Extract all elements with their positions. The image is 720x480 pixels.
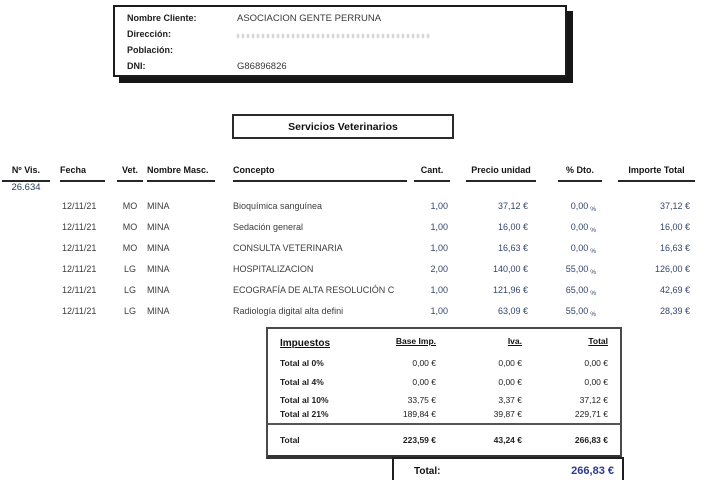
cell-masc: MINA	[147, 264, 170, 274]
cell-vet: MO	[122, 243, 138, 253]
cell-dto: 55,00 $_{\%}$	[565, 264, 596, 276]
tax-row-4pct	[268, 377, 620, 391]
cell-vet: LG	[123, 264, 136, 274]
tax-total-iva: 43,24 €	[493, 435, 522, 445]
tax-iva-value: 3,37 €	[498, 395, 522, 405]
cell-vet: LG	[123, 306, 136, 316]
taxes-header-iva: Iva.	[507, 336, 522, 346]
cell-concepto: Bioquímica sanguínea	[233, 201, 323, 211]
percent-sign: %	[590, 248, 596, 255]
col-header-importe: Importe Total	[618, 165, 695, 182]
table-row	[0, 238, 720, 259]
cell-masc: MINA	[147, 243, 170, 253]
table-row	[0, 301, 720, 322]
client-name-label: Nombre Cliente:	[127, 13, 197, 23]
client-dni-row	[115, 61, 565, 75]
cell-importe: 126,00 €	[654, 264, 690, 274]
tax-base-value: 189,84 €	[402, 409, 436, 419]
section-title-box	[232, 114, 454, 139]
tax-iva-value: 0,00 €	[498, 358, 522, 368]
cell-concepto: CONSULTA VETERINARIA	[233, 243, 343, 253]
cell-fecha: 12/11/21	[62, 306, 97, 316]
client-address-row	[115, 29, 565, 43]
tax-total-value: 229,71 €	[574, 409, 608, 419]
tax-row-label: Total al 21%	[280, 409, 329, 419]
percent-sign: %	[590, 290, 596, 297]
tax-row-label: Total al 4%	[280, 377, 324, 387]
client-info-box	[113, 5, 567, 77]
tax-iva-value: 0,00 €	[498, 377, 522, 387]
client-city-label: Población:	[127, 45, 174, 55]
tax-base-value: 33,75 €	[407, 395, 436, 405]
tax-total-row	[268, 435, 620, 449]
tax-base-value: 0,00 €	[412, 377, 436, 387]
tax-base-value: 0,00 €	[412, 358, 436, 368]
cell-masc: MINA	[147, 201, 170, 211]
cell-fecha: 12/11/21	[62, 243, 97, 253]
cell-dto: 65,00 $_{\%}$	[565, 285, 596, 297]
tax-iva-value: 39,87 €	[493, 409, 522, 419]
cell-dto: 0,00 $_{\%}$	[570, 201, 596, 213]
table-row	[0, 196, 720, 217]
tax-total-value: 37,12 €	[579, 395, 608, 405]
section-title: Servicios Veterinarios	[288, 120, 398, 133]
cell-concepto: Radiología digital alta defini	[233, 306, 344, 316]
cell-precio: 121,96 €	[492, 285, 528, 295]
table-row	[0, 259, 720, 280]
percent-sign: %	[590, 311, 596, 318]
percent-sign: %	[590, 269, 596, 276]
client-name-value: ASOCIACION GENTE PERRUNA	[237, 13, 382, 24]
cell-vet: MO	[122, 222, 138, 232]
percent-sign: %	[590, 206, 596, 213]
cell-cant: 1,00	[430, 222, 448, 232]
cell-masc: MINA	[147, 306, 170, 316]
cell-fecha: 12/11/21	[62, 285, 97, 295]
client-dni-label: DNI:	[127, 61, 146, 71]
cell-masc: MINA	[147, 285, 170, 295]
cell-dto: 0,00 $_{\%}$	[570, 222, 596, 234]
cell-precio: 16,00 €	[497, 222, 528, 232]
percent-sign: %	[590, 227, 596, 234]
taxes-box	[266, 327, 622, 459]
cell-cant: 1,00	[430, 306, 448, 316]
col-header-masc: Nombre Masc.	[147, 165, 215, 182]
tax-row-10pct	[268, 395, 620, 409]
tax-row-label: Total al 0%	[280, 358, 324, 368]
cell-fecha: 12/11/21	[62, 264, 97, 274]
col-header-vet: Vet.	[117, 165, 143, 182]
client-city-row	[115, 45, 565, 59]
tax-separator-line	[268, 423, 620, 425]
cell-fecha: 12/11/21	[62, 201, 97, 211]
cell-concepto: ECOGRAFÍA DE ALTA RESOLUCIÓN C	[233, 285, 395, 295]
cell-precio: 16,63 €	[497, 243, 528, 253]
tax-total-value: 0,00 €	[584, 377, 608, 387]
tax-total-label: Total	[280, 435, 300, 445]
cell-fecha: 12/11/21	[62, 222, 97, 232]
visit-number: 26.634	[11, 182, 41, 193]
tax-row-0pct	[268, 358, 620, 372]
client-address-label: Dirección:	[127, 29, 172, 39]
table-row	[0, 280, 720, 301]
cell-cant: 2,00	[430, 264, 448, 274]
col-header-fecha: Fecha	[60, 165, 105, 182]
col-header-concepto: Concepto	[233, 165, 407, 182]
client-address-redacted-value	[237, 34, 432, 38]
cell-importe: 42,69 €	[659, 285, 690, 295]
cell-vet: LG	[123, 285, 136, 295]
col-header-cant: Cant.	[414, 165, 450, 182]
cell-cant: 1,00	[430, 243, 448, 253]
cell-concepto: Sedación general	[233, 222, 304, 232]
grand-total-label: Total:	[414, 466, 441, 477]
cell-dto: 0,00 $_{\%}$	[570, 243, 596, 255]
cell-importe: 16,00 €	[659, 222, 690, 232]
cell-importe: 28,39 €	[659, 306, 690, 316]
client-dni-value: G86896826	[237, 61, 287, 72]
cell-precio: 63,09 €	[497, 306, 528, 316]
tax-row-21pct	[268, 409, 620, 423]
tax-row-label: Total al 10%	[280, 395, 329, 405]
grand-total-value: 266,83 €	[571, 465, 614, 477]
cell-precio: 140,00 €	[492, 264, 528, 274]
cell-concepto: HOSPITALIZACION	[233, 264, 314, 274]
grand-total-box	[392, 457, 624, 480]
taxes-header-total: Total	[588, 336, 608, 346]
client-name-row	[115, 13, 565, 27]
tax-total-value: 0,00 €	[584, 358, 608, 368]
col-header-dto: % Dto.	[558, 165, 602, 182]
taxes-title: Impuestos	[280, 338, 331, 349]
tax-total-total: 266,83 €	[574, 435, 608, 445]
tax-total-base: 223,59 €	[402, 435, 436, 445]
cell-masc: MINA	[147, 222, 170, 232]
cell-importe: 16,63 €	[659, 243, 690, 253]
cell-vet: MO	[122, 201, 138, 211]
col-header-precio: Precio unidad	[466, 165, 536, 182]
taxes-header-base: Base Imp.	[395, 336, 436, 346]
cell-cant: 1,00	[430, 201, 448, 211]
cell-precio: 37,12 €	[497, 201, 528, 211]
cell-importe: 37,12 €	[659, 201, 690, 211]
cell-cant: 1,00	[430, 285, 448, 295]
table-row	[0, 217, 720, 238]
col-header-nvis: Nº Vis.	[2, 165, 50, 182]
cell-dto: 55,00 $_{\%}$	[565, 306, 596, 318]
